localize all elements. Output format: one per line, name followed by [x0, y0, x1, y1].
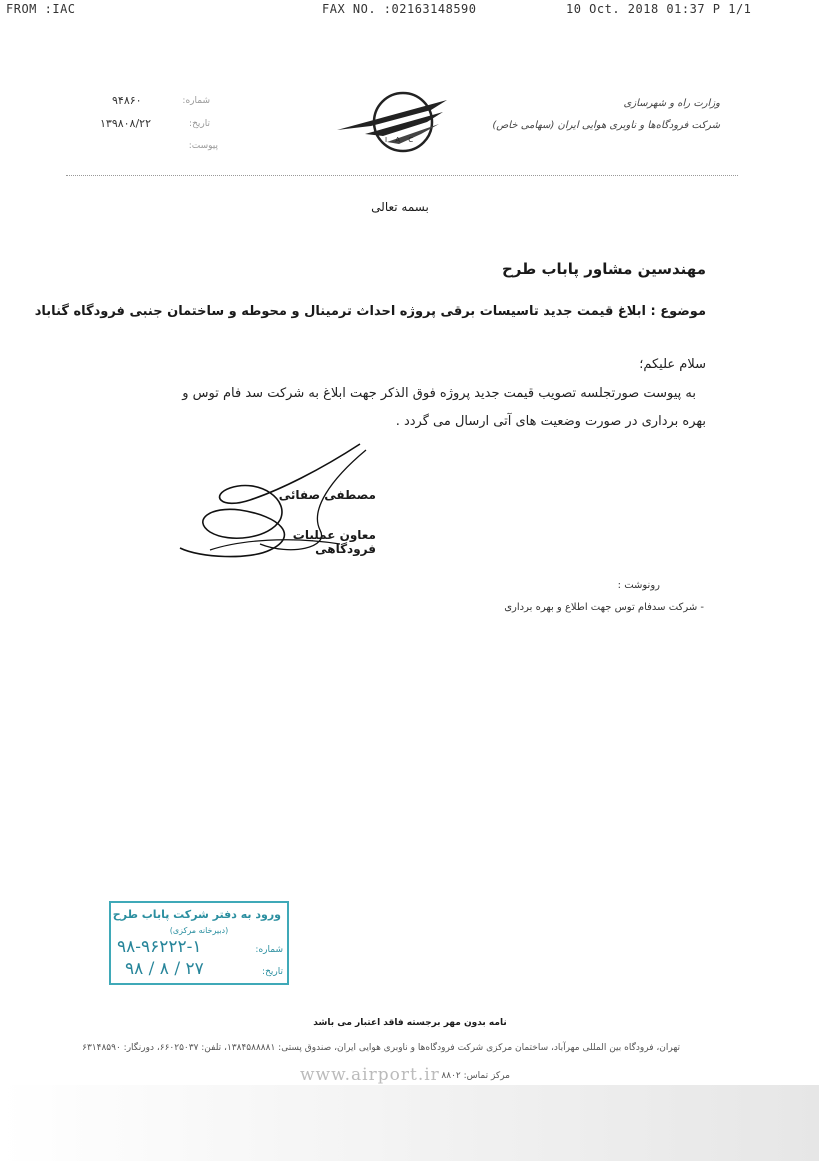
stamp-subtitle: (دبیرخانه مرکزی) [169, 926, 229, 935]
greeting: سلام علیکم؛ [639, 357, 706, 372]
stamp-number: ۹۸-۹۶۲۲۲-۱ [117, 937, 202, 957]
scan-shadow [0, 1085, 819, 1161]
website: www.airport.ir [300, 1065, 440, 1085]
stamp-date-label: تاریخ: [262, 967, 283, 977]
letter-date: ۱۳۹۸۰۸/۲۲ [100, 117, 151, 130]
footer-address: تهران، فرودگاه بین المللی مهرآباد، ساختمان مرکزی شرکت فرودگاه‌ها و ناوبری هوایی ایران، صندوق پستی: ۱۳۸۴۵۸۸۸۸۱، تلفن: ۶۶۰۲۵۰۳۷، دورنگار: ۶۳۱۴۸۵۹۰ [82, 1043, 680, 1053]
validity-note: نامه بدون مهر برجسته فاقد اعتبار می باشد [313, 1018, 507, 1028]
signatory-title: معاون عملیات فرودگاهی [292, 528, 376, 556]
signatory-name: مصطفی صفائی [278, 488, 376, 502]
ministry-name: وزارت راه و شهرسازی [623, 98, 720, 109]
logo-letters: I A C [385, 136, 417, 144]
number-label: شماره: [182, 96, 210, 106]
date-label: تاریخ: [189, 119, 210, 129]
company-name: شرکت فرودگاه‌ها و ناوبری هوایی ایران (سهامی خاص) [492, 120, 720, 131]
attachment-label: پیوست: [188, 141, 218, 151]
invocation: بسمه تعالی [371, 200, 429, 214]
header-divider [66, 175, 738, 176]
call-center: مرکز تماس: ۸۸۰۲ [441, 1071, 510, 1081]
letter-number: ۹۴۸۶۰ [112, 94, 142, 107]
iac-logo [335, 86, 455, 156]
fax-number: FAX NO. :02163148590 [322, 2, 477, 16]
stamp-title: ورود به دفتر شرکت پاباب طرح [112, 908, 281, 921]
body-line-2: بهره برداری در صورت وضعیت های آتی ارسال می گردد . [395, 414, 706, 429]
body-line-1: به پیوست صورتجلسه تصویب قیمت جدید پروژه فوق الذکر جهت ابلاغ به شرکت سد فام توس و [182, 386, 696, 401]
received-stamp [109, 901, 289, 985]
stamp-number-label: شماره: [255, 945, 283, 955]
fax-from: FROM :IAC [6, 2, 76, 16]
stamp-date: ۹۸ / ۸ / ۲۷ [125, 959, 204, 979]
subject: موضوع : ابلاغ قیمت جدید تاسیسات برقی پروژه احداث ترمینال و محوطه و ساختمان جنبی فرودگاه گناباد [34, 304, 706, 319]
fax-datetime: 10 Oct. 2018 01:37 P 1/1 [566, 2, 752, 16]
recipient: مهندسین مشاور پاباب طرح [501, 260, 706, 278]
cc-label: رونوشت : [617, 580, 660, 591]
cc-item: - شرکت سدفام توس جهت اطلاع و بهره برداری [504, 602, 704, 613]
